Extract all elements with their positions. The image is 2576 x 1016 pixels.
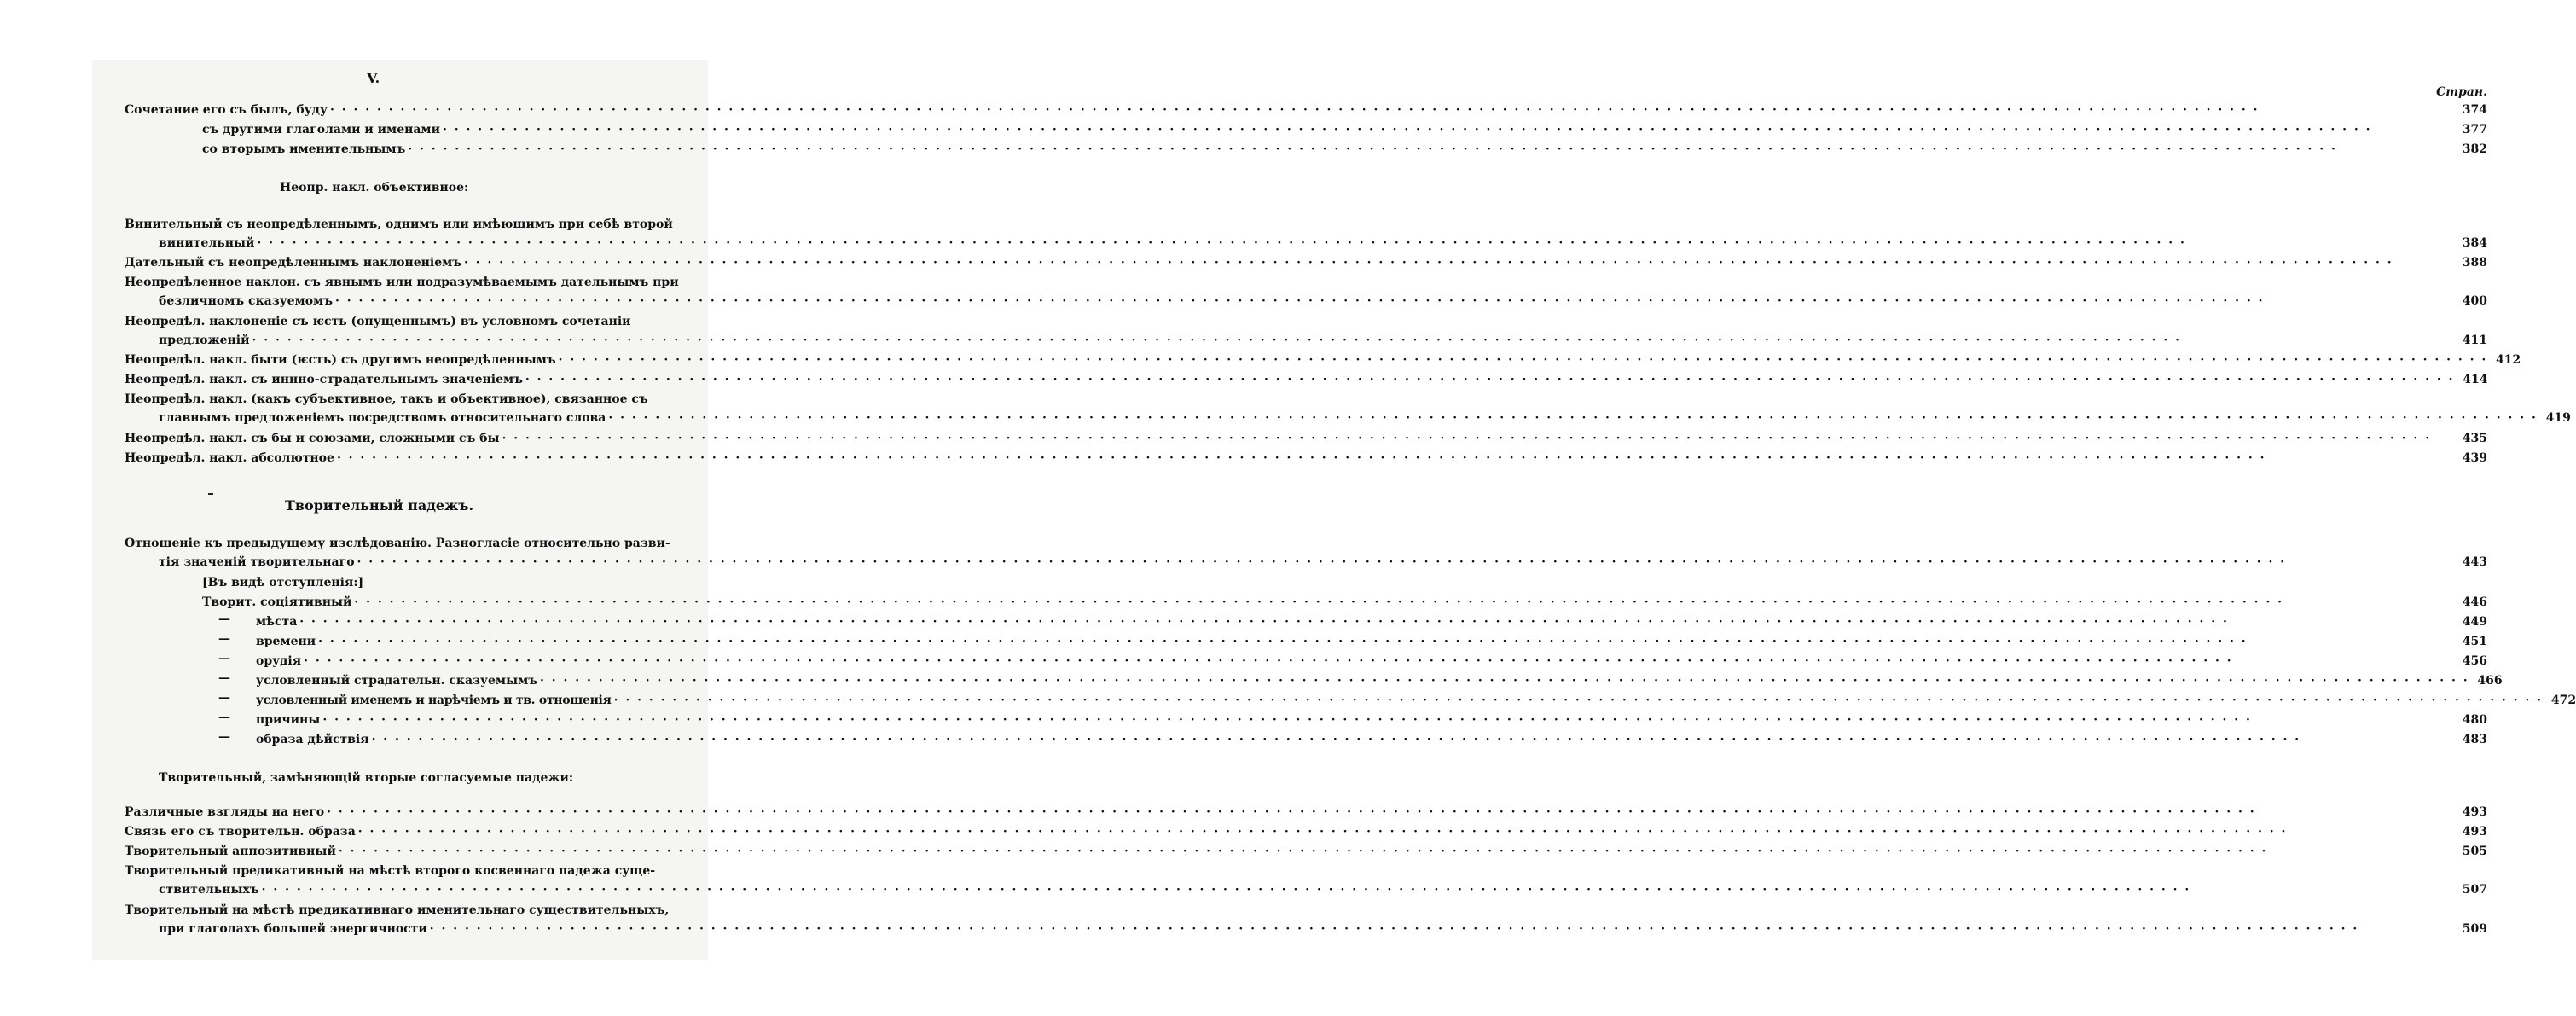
toc-entry: Творительный предикативный на мѣстѣ второго косвеннаго падежа суще- ствительныхъ · · · 507: [125, 862, 2487, 899]
toc-entry: Различные взгляды на него · · · 493: [125, 803, 2487, 822]
ditto-dash: —: [218, 632, 230, 646]
ditto-dash: —: [218, 711, 230, 724]
section-heading: Неопр. накл. объективное:: [280, 181, 469, 194]
toc-entry: Творительный аппозитивный · · · 505: [125, 842, 2487, 861]
toc-entry: со вторымъ именительнымъ · · · 382: [202, 140, 2487, 159]
toc-entry: образа дѣйствія · · · 483: [256, 730, 2487, 749]
ditto-dash: —: [218, 691, 230, 705]
toc-entry: условленный именемъ и нарѣчіемъ и тв. отношенія · · · 472: [256, 691, 2487, 710]
toc-entry: Неопредѣл. накл. (какъ субъективное, такъ и объективное), связанное съ главнымъ предложеніемъ посредствомъ относительнаго слова · · · 419: [125, 390, 2487, 427]
page-number: V.: [367, 70, 380, 86]
section-heading: Творительный, замѣняющій вторые согласуемые падежи:: [159, 771, 574, 785]
toc-entry: Неопредѣл. накл. съ иннно-страдательнымъ значеніемъ · · · 414: [125, 370, 2487, 389]
toc-entry: Дательный съ неопредѣленнымъ наклоненіемъ · · · 388: [125, 253, 2487, 272]
toc-entry: Сочетание его съ былъ, буду · · · 374: [125, 101, 2487, 119]
section-heading: Творительный падежъ.: [285, 497, 474, 514]
toc-entry: Винительный съ неопредѣленнымъ, однимъ или имѣющимъ при себѣ второй винительный · · · 384: [125, 215, 2487, 253]
toc-entry: Отношеніе къ предыдущему изслѣдованію. Разногласіе относительно разви- тія значеній творительнаго · · · 443: [125, 534, 2487, 572]
toc-entry: условленный страдательн. сказуемымъ · · · 466: [256, 671, 2487, 690]
ditto-dash: —: [218, 613, 230, 626]
toc-entry: съ другими глаголами и именами · · · 377: [202, 120, 2487, 139]
ditto-dash: —: [218, 671, 230, 685]
toc-entry: Неопредѣл. наклоненіе съ ѥсть (опущеннымъ) въ условномъ сочетаніи предложеній · · · 411: [125, 312, 2487, 350]
toc-entry: Творительный на мѣстѣ предикативнаго именительнаго существительныхъ, при глаголахъ большей энергичности · · · 509: [125, 901, 2487, 938]
toc-entry: мѣста · · · 449: [256, 613, 2487, 631]
page-column-header: Стран.: [2436, 85, 2487, 99]
toc-entry: Творит. соціятивный · · · 446: [202, 593, 2487, 612]
toc-entry: времени · · · 451: [256, 632, 2487, 651]
toc-entry: Неопредѣл. накл. абсолютное · · · 439: [125, 449, 2487, 467]
digression-note: [Въ видѣ отступленія:]: [202, 576, 364, 589]
stray-mark: [208, 493, 213, 495]
ditto-dash: —: [218, 652, 230, 665]
toc-entry: Неопредѣл. накл. быти (ѥсть) съ другимъ неопредѣленнымъ · · · 412: [125, 351, 2487, 369]
toc-entry: причины · · · 480: [256, 711, 2487, 729]
toc-entry: Неопредѣленное наклон. съ явнымъ или подразумѣваемымъ дательнымъ при безличномъ сказуемомъ · · · 400: [125, 273, 2487, 311]
ditto-dash: —: [218, 730, 230, 744]
toc-entry: Неопредѣл. накл. съ бы и союзами, сложными съ бы · · · 435: [125, 429, 2487, 448]
toc-entry: орудія · · · 456: [256, 652, 2487, 671]
toc-entry: Связь его съ творительн. образа · · · 493: [125, 822, 2487, 841]
